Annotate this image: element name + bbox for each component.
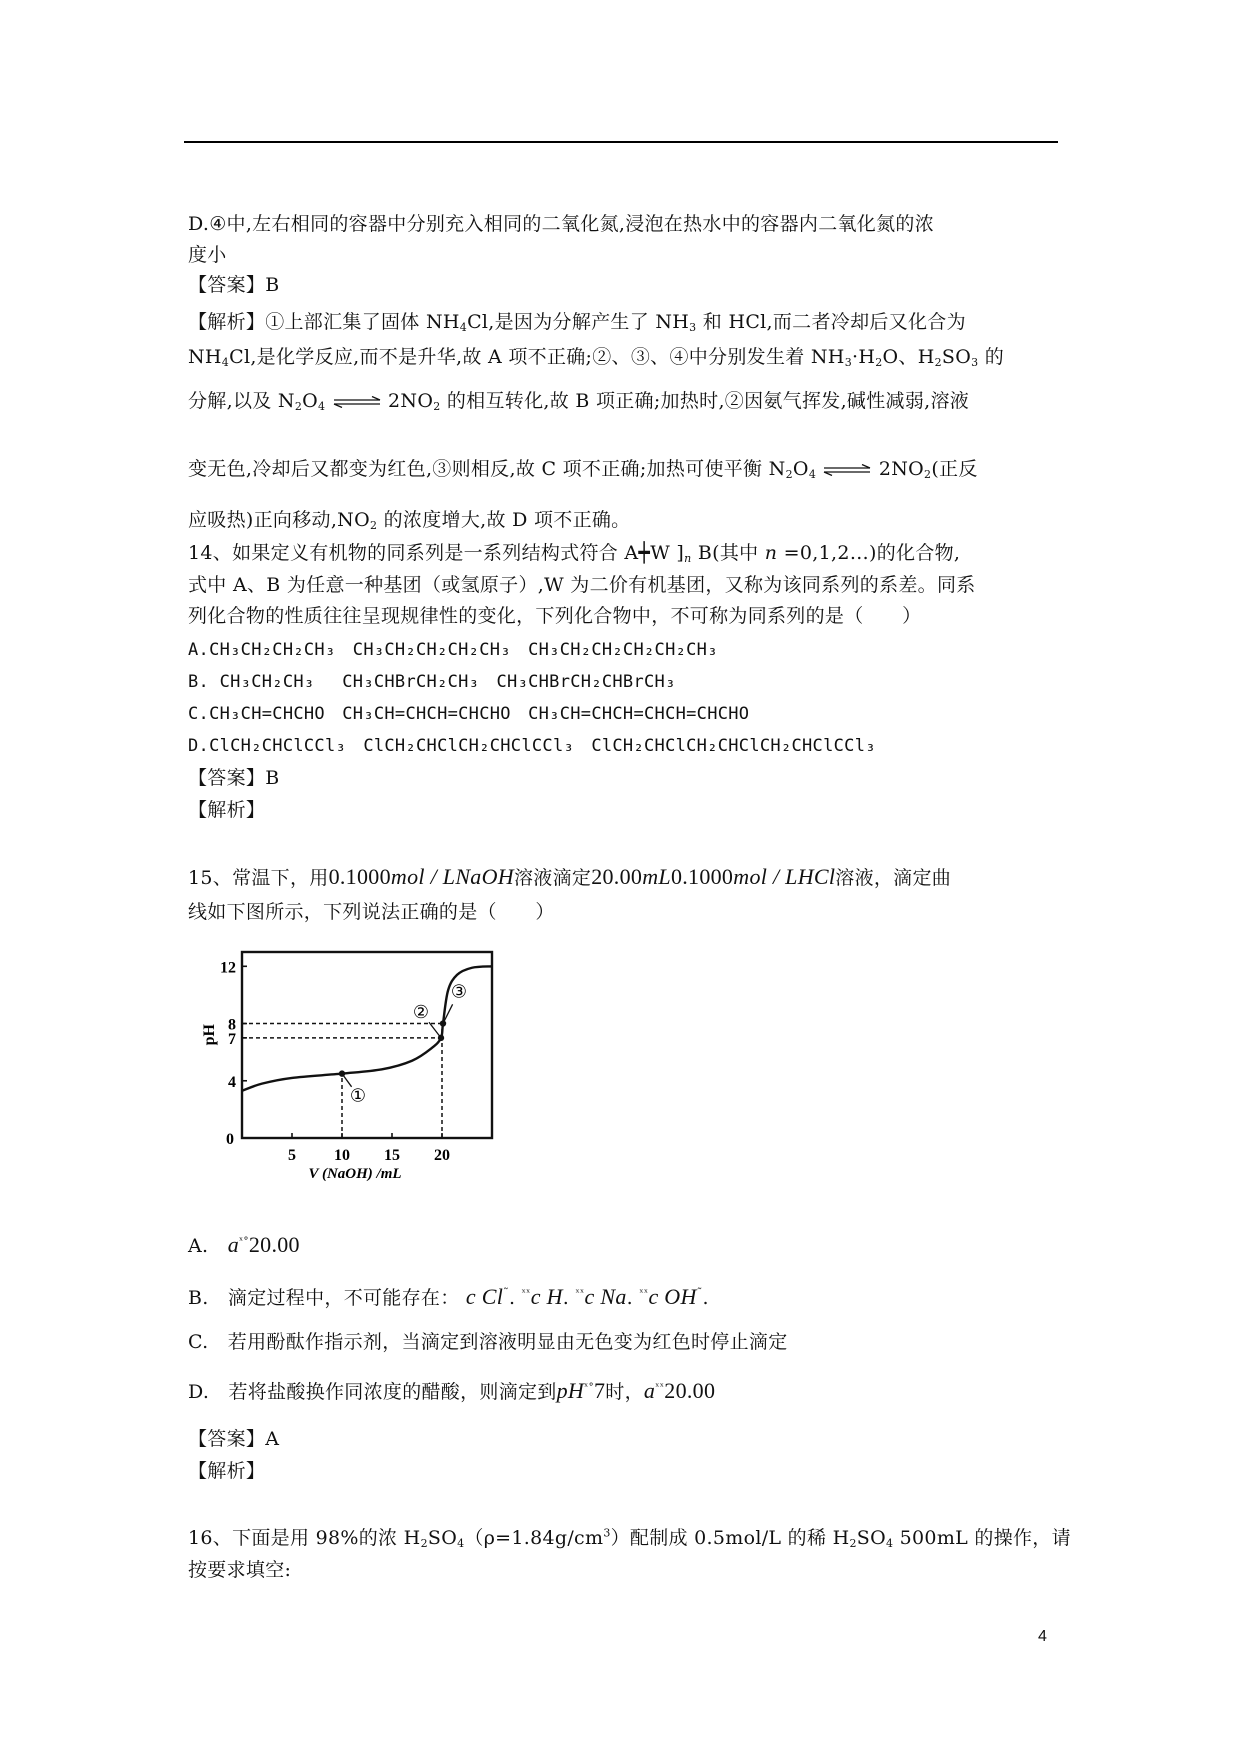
q15-option-c: C. 若用酚酞作指示剂，当滴定到溶液明显由无色变为红色时停止滴定 [188, 1331, 788, 1353]
q13-explain-line4: 变无色,冷却后又都变为红色,③则相反,故 C 项不正确;加热可使平衡 $N_2O_4$ $2NO_2$(正反 [188, 458, 978, 481]
q13-option-d-line1: D.④中,左右相同的容器中分别充入相同的二氧化氮,浸泡在热水中的容器内二氧化氮的浓 [188, 213, 935, 235]
q14-option-b: B. CH₃CH₂CH₃ CH₃CHBrCH₂CH₃ CH₃CHBrCH₂CHBrCH₃ [188, 672, 676, 692]
q15-stem-line2: 线如下图所示，下列说法正确的是（ ） [188, 901, 555, 923]
origin-label: 0 [226, 1131, 234, 1148]
q13-answer: 【答案】B [188, 274, 280, 296]
marker-label: ② [412, 1001, 430, 1023]
q14-stem-line1: 14、如果定义有机物的同系列是一系列结构式符合 A┿W ]$_n$ B(其中 n =0,1,2…)的化合物, [188, 542, 961, 565]
q16-stem-line2: 按要求填空: [188, 1559, 292, 1581]
q15-stem-line1: 15、常温下，用0.1000mol / LNaOH溶液滴定20.00mL0.1000mol / LHCl溶液，滴定曲 [188, 864, 952, 889]
titration-curve-chart [200, 942, 500, 1182]
q16-stem-line1: 16、下面是用 98%的浓 $H_2SO_4(\rho=1.84g/cm^3)$配制成 0.5mol/L 的稀 $H_2SO_4$ 500mL 的操作，请 [188, 1526, 1071, 1550]
y-axis-label: pH [201, 1024, 218, 1046]
bracket-open: ┿ [638, 542, 651, 564]
page-number: 4 [1038, 1628, 1047, 1645]
q15-option-a: A. $a^{ˣ^\circ}20.00$ [188, 1232, 300, 1257]
q14-option-c: C.CH₃CH=CHCHO CH₃CH=CHCH=CHCHO CH₃CH=CHCH=CHCH=CHCHO [188, 704, 750, 724]
marker-label: ① [349, 1085, 367, 1107]
q14-answer: 【答案】B [188, 767, 280, 789]
q13-explain-line2: $NH_4Cl$,是化学反应,而不是升华,故 A 项不正确;②、③、④中分别发生着 $NH_3\cdot H_2O$、$H_2SO_3$ 的 [188, 346, 1005, 369]
q15-option-b: B. 滴定过程中，不可能存在： c Cl˜. $^{ˣˣ}$c H. $^{ˣˣ}$c Na. $^{ˣˣ}$c OH˜. [188, 1284, 709, 1309]
plot-frame [242, 952, 492, 1138]
q13-explain-line3: 分解,以及 $N_2O_4$ $2NO_2$ 的相互转化,故 B 项正确;加热时,②因氨气挥发,碱性减弱,溶液 [188, 390, 970, 413]
x-tick-label: 5 [288, 1147, 296, 1164]
q13-explain-line5: 应吸热)正向移动$,NO_2$ 的浓度增大,故 D 项不正确。 [188, 509, 631, 532]
x-tick-label: 10 [334, 1147, 350, 1164]
chart-labels [350, 982, 467, 1107]
q14-option-d: D.ClCH₂CHClCCl₃ ClCH₂CHClCH₂CHClCCl₃ ClCH₂CHClCH₂CHClCH₂CHClCCl₃ [188, 736, 876, 756]
y-tick-label: 4 [228, 1073, 236, 1091]
equilibrium-arrow-icon [822, 464, 872, 476]
q14-stem-line3: 列化合物的性质往往呈现规律性的变化，下列化合物中，不可称为同系列的是（ ） [188, 605, 922, 627]
q15-answer: 【答案】A [188, 1428, 280, 1450]
q15-explain: 【解析】 [188, 1460, 266, 1482]
y-tick-label: 12 [220, 959, 236, 977]
x-axis-label: V (NaOH) /mL [308, 1166, 402, 1182]
x-tick-label: 20 [434, 1147, 450, 1164]
q14-option-a: A.CH₃CH₂CH₂CH₃ CH₃CH₂CH₂CH₂CH₃ CH₃CH₂CH₂CH₂CH₂CH₃ [188, 640, 718, 660]
marker-leader [429, 1022, 441, 1038]
q15-option-d: D. 若将盐酸换作同浓度的醋酸，则滴定到$pH^{ˣ^\circ}7$时，$a^{ˣˣ}20.00$ [188, 1378, 716, 1403]
q13-explain-line1: 【解析】①上部汇集了固体 $NH_4Cl$,是因为分解产生了 $NH_3$ 和 HCl,而二者冷却后又化合为 [188, 311, 966, 334]
y-tick-label: 7 [228, 1030, 236, 1048]
equilibrium-arrow-icon [332, 396, 382, 408]
marker-label: ③ [450, 981, 468, 1003]
x-tick-label: 15 [384, 1147, 400, 1164]
y-tick-label: 8 [228, 1016, 236, 1034]
q13-option-d-line2: 度小 [188, 244, 227, 266]
q14-explain: 【解析】 [188, 799, 266, 821]
header-rule [184, 141, 1058, 143]
q14-stem-line2: 式中 A、B 为任意一种基团（或氢原子）,W 为二价有机基团，又称为该同系列的系差。同系 [188, 574, 976, 596]
